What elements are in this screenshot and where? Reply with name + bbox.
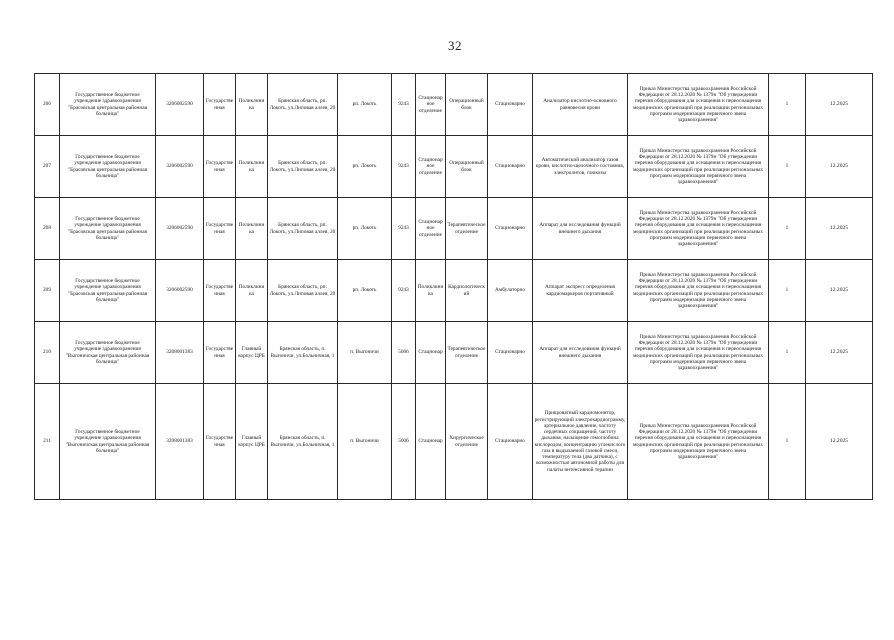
ownership-type: Государственная	[204, 322, 236, 384]
department-kind: Стационар	[416, 322, 446, 384]
row-number: 208	[35, 198, 60, 260]
inn: 3206002590	[156, 198, 204, 260]
row-number: 210	[35, 322, 60, 384]
ownership-type: Государственная	[204, 198, 236, 260]
code: 9243	[392, 74, 416, 136]
building: Поликлиника	[236, 136, 268, 198]
organization-name: Государственное бюджетное учреждение здравоохранения "Брасовская центральная районная больница"	[60, 198, 156, 260]
inn: 3208001383	[156, 384, 204, 500]
equipment-name: Прикроватный кардиомонитор, регистрирующий электрокардиограмму, артериальное давление, частоту сердечных сокращений, частоту дыхания, насыщение гемоглобина кислородом, концентрацию углекислого газа в выдыхаемой газовой смеси, температуру тела (два датчика), с возможностью автономной работы для палаты интенсивной терапии	[533, 384, 628, 500]
row-number: 207	[35, 136, 60, 198]
code: 9243	[392, 136, 416, 198]
legal-basis: Приказ Министерства здравоохранения Российской Федерации от 28.12.2020 № 1379н "Об утверждении перечня оборудования для оснащения и переоснащения медицинских организаций при реализации региональных программ модернизации первичного звена здравоохранения"	[628, 198, 769, 260]
department-kind: Стационарное отделение	[416, 74, 446, 136]
unit: Операционный блок	[446, 136, 488, 198]
table-row	[35, 74, 873, 136]
department-kind: Стационарное отделение	[416, 136, 446, 198]
legal-basis: Приказ Министерства здравоохранения Российской Федерации от 28.12.2020 № 1379н "Об утверждении перечня оборудования для оснащения и переоснащения медицинских организаций при реализации региональных программ модернизации первичного звена здравоохранения"	[628, 384, 769, 500]
organization-name: Государственное бюджетное учреждение здравоохранения "Брасовская центральная районная больница"	[60, 136, 156, 198]
building: Главный корпус ЦРБ	[236, 384, 268, 500]
ownership-type: Государственная	[204, 74, 236, 136]
organization-name: Государственное бюджетное учреждение здравоохранения "Брасовская центральная районная больница"	[60, 260, 156, 322]
page-number: 32	[448, 38, 462, 53]
equipment-name: Аппарат для исследования функций внешнего дыхания	[533, 322, 628, 384]
quantity: 1	[769, 136, 806, 198]
address: Брянская область, п. Выгоничи, ул.Больничная, 1	[268, 384, 338, 500]
equipment-name: Анализатор кислотно-основного равновесия крови	[533, 74, 628, 136]
quantity: 1	[769, 260, 806, 322]
unit: Операционный блок	[446, 74, 488, 136]
code: 9243	[392, 260, 416, 322]
legal-basis: Приказ Министерства здравоохранения Российской Федерации от 28.12.2020 № 1379н "Об утверждении перечня оборудования для оснащения и переоснащения медицинских организаций при реализации региональных программ модернизации первичного звена здравоохранения"	[628, 322, 769, 384]
legal-basis: Приказ Министерства здравоохранения Российской Федерации от 28.12.2020 № 1379н "Об утверждении перечня оборудования для оснащения и переоснащения медицинских организаций при реализации региональных программ модернизации первичного звена здравоохранения"	[628, 136, 769, 198]
delivery-date: 12.2025	[806, 384, 873, 500]
address: Брянская область, рп. Локоть, ул.Липовая аллея, 20	[268, 260, 338, 322]
code: 5006	[392, 322, 416, 384]
unit: Терапевтическое отделение	[446, 322, 488, 384]
ownership-type: Государственная	[204, 384, 236, 500]
address: Брянская область, п. Выгоничи, ул.Больничная, 1	[268, 322, 338, 384]
address: Брянская область, рп. Локоть, ул.Липовая аллея, 20	[268, 198, 338, 260]
row-number: 211	[35, 384, 60, 500]
locality: рп. Локоть	[338, 136, 392, 198]
table-row	[35, 198, 873, 260]
inn: 3206002590	[156, 74, 204, 136]
locality: рп. Локоть	[338, 198, 392, 260]
organization-name: Государственное бюджетное учреждение здравоохранения "Брасовская центральная районная больница"	[60, 74, 156, 136]
row-number: 209	[35, 260, 60, 322]
locality: рп. Локоть	[338, 74, 392, 136]
building: Поликлиника	[236, 198, 268, 260]
locality: п. Выгоничи	[338, 322, 392, 384]
department-kind: Стационар	[416, 384, 446, 500]
delivery-date: 12.2025	[806, 322, 873, 384]
legal-basis: Приказ Министерства здравоохранения Российской Федерации от 28.12.2020 № 1379н "Об утверждении перечня оборудования для оснащения и переоснащения медицинских организаций при реализации региональных программ модернизации первичного звена здравоохранения"	[628, 260, 769, 322]
department-kind: Стационарное отделение	[416, 198, 446, 260]
organization-name: Государственное бюджетное учреждение здравоохранения "Выгоничская центральная районная больница"	[60, 322, 156, 384]
locality: п. Выгоничи	[338, 384, 392, 500]
unit: Хирургическое отделение	[446, 384, 488, 500]
address: Брянская область, рп. Локоть, ул.Липовая аллея, 20	[268, 74, 338, 136]
table-row	[35, 260, 873, 322]
code: 5006	[392, 384, 416, 500]
quantity: 1	[769, 198, 806, 260]
table-row	[35, 322, 873, 384]
building: Поликлиника	[236, 74, 268, 136]
row-number: 206	[35, 74, 60, 136]
locality: рп. Локоть	[338, 260, 392, 322]
inn: 3206002590	[156, 136, 204, 198]
quantity: 1	[769, 322, 806, 384]
quantity: 1	[769, 384, 806, 500]
legal-basis: Приказ Министерства здравоохранения Российской Федерации от 28.12.2020 № 1379н "Об утверждении перечня оборудования для оснащения и переоснащения медицинских организаций при реализации региональных программ модернизации первичного звена здравоохранения"	[628, 74, 769, 136]
care-condition: Стационарно	[488, 198, 533, 260]
care-condition: Стационарно	[488, 136, 533, 198]
unit: Терапевтическое отделение	[446, 198, 488, 260]
ownership-type: Государственная	[204, 260, 236, 322]
care-condition: Амбулаторно	[488, 260, 533, 322]
equipment-name: Автоматический анализатор газов крови, кислотно-щелочного состояния, электролитов, глюкозы	[533, 136, 628, 198]
care-condition: Стационарно	[488, 74, 533, 136]
delivery-date: 12.2025	[806, 198, 873, 260]
building: Поликлиника	[236, 260, 268, 322]
delivery-date: 12.2025	[806, 74, 873, 136]
table-row	[35, 136, 873, 198]
care-condition: Стационарно	[488, 384, 533, 500]
quantity: 1	[769, 74, 806, 136]
inn: 3208001383	[156, 322, 204, 384]
table-row	[35, 384, 873, 500]
unit: Кардиологический	[446, 260, 488, 322]
care-condition: Стационарно	[488, 322, 533, 384]
equipment-name: Аппарат для исследования функций внешнего дыхания	[533, 198, 628, 260]
department-kind: Поликлиника	[416, 260, 446, 322]
equipment-name: Аппарат экспресс определения кардиомаркеров портативный	[533, 260, 628, 322]
delivery-date: 12.2025	[806, 260, 873, 322]
delivery-date: 12.2025	[806, 136, 873, 198]
equipment-registry-table	[34, 73, 873, 500]
building: Главный корпус ЦРБ	[236, 322, 268, 384]
code: 9243	[392, 198, 416, 260]
ownership-type: Государственная	[204, 136, 236, 198]
organization-name: Государственное бюджетное учреждение здравоохранения "Выгоничская центральная районная больница"	[60, 384, 156, 500]
inn: 3206002590	[156, 260, 204, 322]
address: Брянская область, рп. Локоть, ул.Липовая аллея, 20	[268, 136, 338, 198]
